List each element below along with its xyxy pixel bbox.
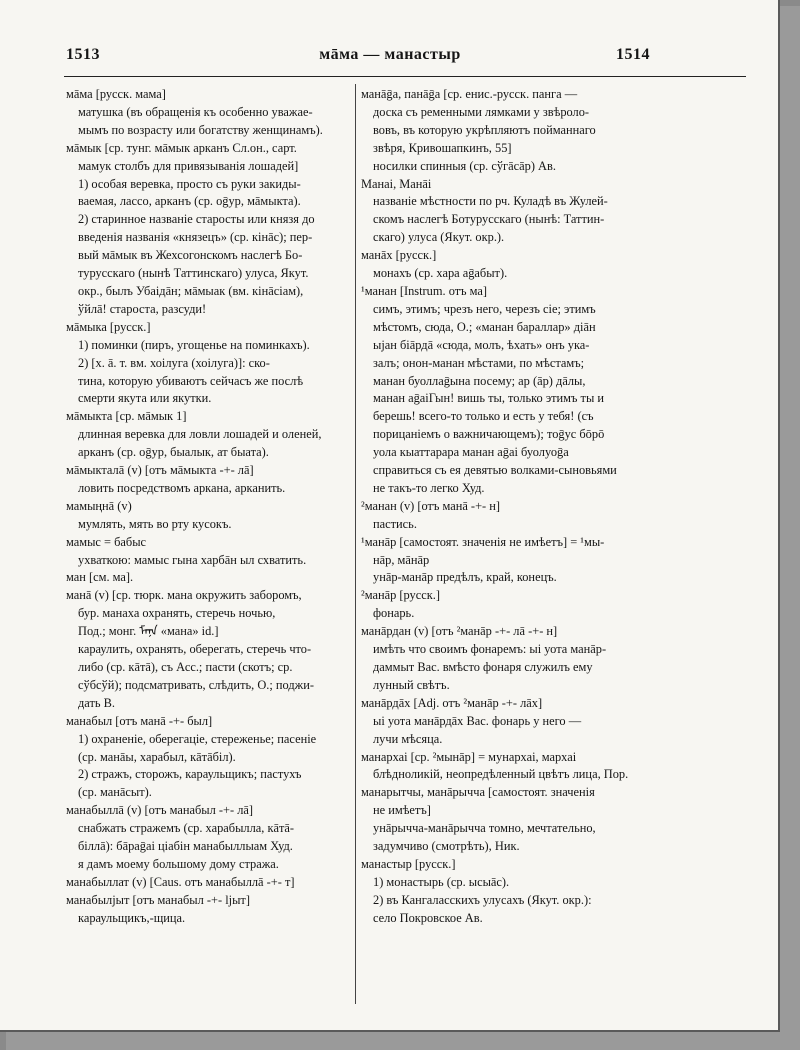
dictionary-entry [361,749,653,785]
entry-definition-line: я дамъ моему большому дому стража. [78,856,279,871]
entry-headword: ²манан (v) [отъ манā -+- н] [361,498,501,513]
entry-definition-line: (ср. манāы, харабыл, кāтāбiл). [78,749,236,764]
entry-definition-line: 2) [х. ā. т. вм. хоiлуга (хоiлуга)]: ско- [78,355,270,370]
header-rule [64,76,746,77]
entry-headword: манабыл [отъ манā -+- был] [66,713,213,728]
entry-headword: мāма [русск. мама] [66,87,166,101]
entry-headword: манарытчы, манāрычча [самостоят. значенія [361,785,595,800]
entry-headword: мамыңнā (v) [66,498,132,513]
dictionary-entry [361,623,653,695]
dictionary-entry [66,892,349,928]
dictionary-entry [361,784,653,856]
dictionary-entry [66,713,349,803]
entry-definition-line: вый мāмык въ Жехсогонскомъ наслегѣ Бо- [78,248,303,263]
dictionary-entry [361,534,653,588]
entry-definition-line: скомъ наслегѣ Ботурусскаго (нынѣ: Таттин- [373,212,605,227]
entry-definition-line: (ср. манāсыт). [78,785,152,800]
entry-headword: Манаi, Манāі [361,176,432,191]
entry-definition-line: мамук столбъ для привязыванія лошадей] [78,158,299,173]
entry-definition-line: названіе мѣстности по рч. Куладѣ въ Жулей- [373,194,608,209]
entry-definition-line: имѣть что своимъ фонаремъ: ыi уота манāр- [373,642,607,657]
entry-definition-line: уола кыаттарара манан аḡаі буолуоḡа [373,445,569,460]
entry-definition-line: блѣдноликій, неопредѣленный цвѣтъ лица, Пор. [373,767,629,782]
entry-definition-line: 1) особая веревка, просто съ руки закиды- [78,176,301,191]
entry-definition-line: матушка (въ обращенія къ особенно уважае- [78,104,313,119]
dictionary-entry [361,86,653,176]
entry-headword: ²манāр [русск.] [361,588,440,603]
entry-definition-line: смерти якута или якутки. [78,391,212,406]
entry-definition-line: караулить, охранять, оберегать, стеречь что- [78,642,312,657]
entry-definition-line: тина, которую убиваютъ сейчасъ же послѣ [78,373,304,388]
entry-headword: манāрдāх [Adj. отъ ²манāр -+- лāх] [361,695,543,710]
scan-shadow-bottom [6,1032,800,1050]
dictionary-entry [66,319,349,409]
entry-definition-line: біллā): бāраḡаi ціабiн манабыллыам Худ. [78,839,293,854]
entry-definition-line: либо (ср. кāтā), съ Асс.; пасти (скотъ; ср. [78,660,293,674]
entry-definition-line: сўбсўй); подсматривать, слѣдить, О.; поджи- [78,677,315,692]
entry-definition-line: ыi уота манāрдāх Вас. фонарь у него — [373,713,582,728]
dictionary-entry [66,86,349,140]
entry-definition-line: нāр, мāнāр [373,552,430,567]
entry-definition-line: ваемая, лассо, арканъ (ср. оḡур, мāмыкта). [78,194,301,209]
dictionary-entry [66,874,349,892]
entry-definition-line: караульщикъ,-щица. [78,910,186,925]
entry-definition-line: лунный свѣтъ. [373,677,450,692]
entry-definition-line: ыjан бiāрдā «сюда, молъ, ѣхать» онъ ука- [373,337,590,352]
entry-definition-line: Под.; монг. ᠮᠠᠨᠠ «мана» id.] [78,624,219,639]
entry-headword: манабыллат (v) [Caus. отъ манабыллā -+- т] [66,874,295,889]
entry-headword: мамыс = бабыс [66,534,147,549]
dictionary-entry [66,462,349,498]
right-page-number: 1514 [616,46,650,63]
entry-definition-line: унāр-манāр предѣлъ, край, конецъ. [373,570,557,585]
entry-headword: манабыллā (v) [отъ манабыл -+- лā] [66,803,254,818]
entry-definition-line: 1) поминки (пиръ, угощенье на поминкахъ). [78,337,310,352]
entry-definition-line: мумлять, мять во рту кусокъ. [78,516,232,531]
entry-definition-line: арканъ (ср. оḡур, быалык, ат быата). [78,445,269,460]
entry-definition-line: село Покровское Ав. [373,910,483,925]
entry-definition-line: задумчиво (смотрѣть), Ник. [373,839,520,854]
entry-definition-line: фонарь. [373,606,415,621]
entry-definition-line: доска съ ременными лямками у звѣроло- [373,104,590,119]
entry-headword: манастыр [русск.] [361,856,456,871]
entry-definition-line: туруcскаго (нынѣ Таттинскаго) улуса, Якут. [78,266,309,281]
dictionary-entry [66,587,349,712]
entry-definition-line: унāрычча-манāрычча томно, мечтательно, [373,821,596,836]
entry-headword: мāмыкта [ср. мāмык 1] [66,409,187,424]
entry-definition-line: 1) монастырь (ср. ысыāс). [373,874,510,889]
entry-definition-line: манан аḡаіГын! вишь ты, только этимъ ты и [373,391,604,406]
entry-headword: манархаі [ср. ²мынāр] = мунархаі, мархаі [361,749,577,764]
entry-headword: мāмык [ср. тунг. мāмык арканъ Сл.он., сарт. [66,140,297,155]
entry-headword: манāрдан (v) [отъ ²манāр -+- лā -+- н] [361,624,558,639]
entry-headword: мāмыка [русск.] [66,319,151,334]
entry-definition-line: снабжать стражемъ (ср. харабылла, кāтā- [78,821,295,836]
entry-definition-line: 1) охраненіе, оберегаціе, стереженье; пасеніе [78,731,317,746]
dictionary-entry [66,408,349,462]
dictionary-entry [66,802,349,874]
entry-headword: манабылјыт [отъ манабыл -+- lјыт] [66,892,250,907]
entry-definition-line: 2) стражъ, сторожъ, караульщикъ; пастухъ [78,767,302,782]
entry-definition-line: вовъ, въ которую укрѣпляютъ пойманнаго [373,122,596,137]
entry-definition-line: берешь! всего-то только и есть у тебя! (съ [373,409,594,424]
entry-definition-line: не такъ-то легко Худ. [373,480,485,495]
entry-definition-line: длинная веревка для ловли лошадей и оленей, [78,427,322,442]
entry-definition-line: залъ; онон-манан мѣстами, по мѣстамъ; [373,355,585,370]
entry-definition-line: введенія названія «князецъ» (ср. кінāс); пер- [78,230,313,245]
dictionary-entry [361,498,653,534]
dictionary-entry [66,140,349,319]
entry-definition-line: манан буоллаḡына посему; ар (āр) дāлы, [373,373,586,388]
entry-definition-line: 2) старинное названіе старосты или князя до [78,212,315,227]
entry-headword: ¹манан [Instrum. отъ ма] [361,283,488,298]
entry-definition-line: бур. манаха охранять, стеречь ночью, [78,606,276,621]
dictionary-entry [66,534,349,570]
dictionary-entry [361,856,653,928]
entry-definition-line: порицаніемъ о важничающемъ); тоḡус бōрō [373,427,605,442]
entry-definition-line: ловить посредствомъ аркана, арканить. [78,480,286,495]
entry-definition-line: справиться съ ея девятью волками-сыновьями [373,463,617,478]
left-page-number: 1513 [66,46,100,63]
column-divider [355,84,356,1004]
entry-definition-line: ухваткою: мамыс гына харбāн ыл схватить. [78,552,307,567]
entry-headword: манāх [русск.] [361,248,437,263]
right-column [361,86,653,928]
entry-definition-line: симъ, этимъ; чрезъ него, черезъ сіе; этимъ [373,301,596,316]
entry-definition-line: даммыт Вас. вмѣсто фонаря служилъ ему [373,660,593,674]
entry-definition-line: скаго) улуса (Якут. окр.). [373,230,505,245]
entry-definition-line: 2) въ Кангаласскихъ улусахъ (Якут. окр.): [373,892,592,907]
dictionary-entry [361,247,653,283]
entry-headword: манāḡа, панāḡа [ср. енис.-русск. панга — [361,87,578,101]
entry-definition-line: лучи мѣсяца. [373,731,443,746]
entry-definition-line: мѣстомъ, сюда, О.; «манан бараллар» дiāн [373,319,596,334]
entry-headword: мāмыкталā (v) [отъ мāмыкта -+- лā] [66,463,254,478]
entry-definition-line: окр., былъ Убаiдāн; мāмыак (вм. кінāсiам), [78,283,304,298]
running-title: мāма — манастыр [319,46,461,63]
entry-definition-line: не имѣетъ] [373,803,431,818]
dictionary-entry [361,176,653,248]
scan-shadow-right [780,6,800,1050]
entry-headword: ¹манāр [самостоят. значенія не имѣетъ] = ¹мы- [361,534,605,549]
entry-headword: ман [см. ма]. [66,570,134,585]
entry-definition-line: ўйлā! староста, разсуди! [78,301,207,316]
entry-definition-line: дать В. [78,695,116,710]
entry-definition-line: мымъ по возрасту или богатству женщинамъ). [78,122,323,137]
entry-headword: манā (v) [ср. тюрк. мана окружить заборомъ, [66,588,302,603]
left-column [66,86,349,928]
entry-definition-line: пастись. [373,516,417,531]
entry-definition-line: носилки спинныя (ср. сўгāсāр) Ав. [373,158,556,173]
dictionary-entry [361,695,653,749]
dictionary-entry [66,498,349,534]
dictionary-entry [361,283,653,498]
dictionary-entry [361,587,653,623]
entry-definition-line: монахъ (ср. хара аḡабыт). [373,266,508,281]
entry-definition-line: звѣря, Кривошапкинъ, 55] [373,140,512,155]
dictionary-entry [66,569,349,587]
